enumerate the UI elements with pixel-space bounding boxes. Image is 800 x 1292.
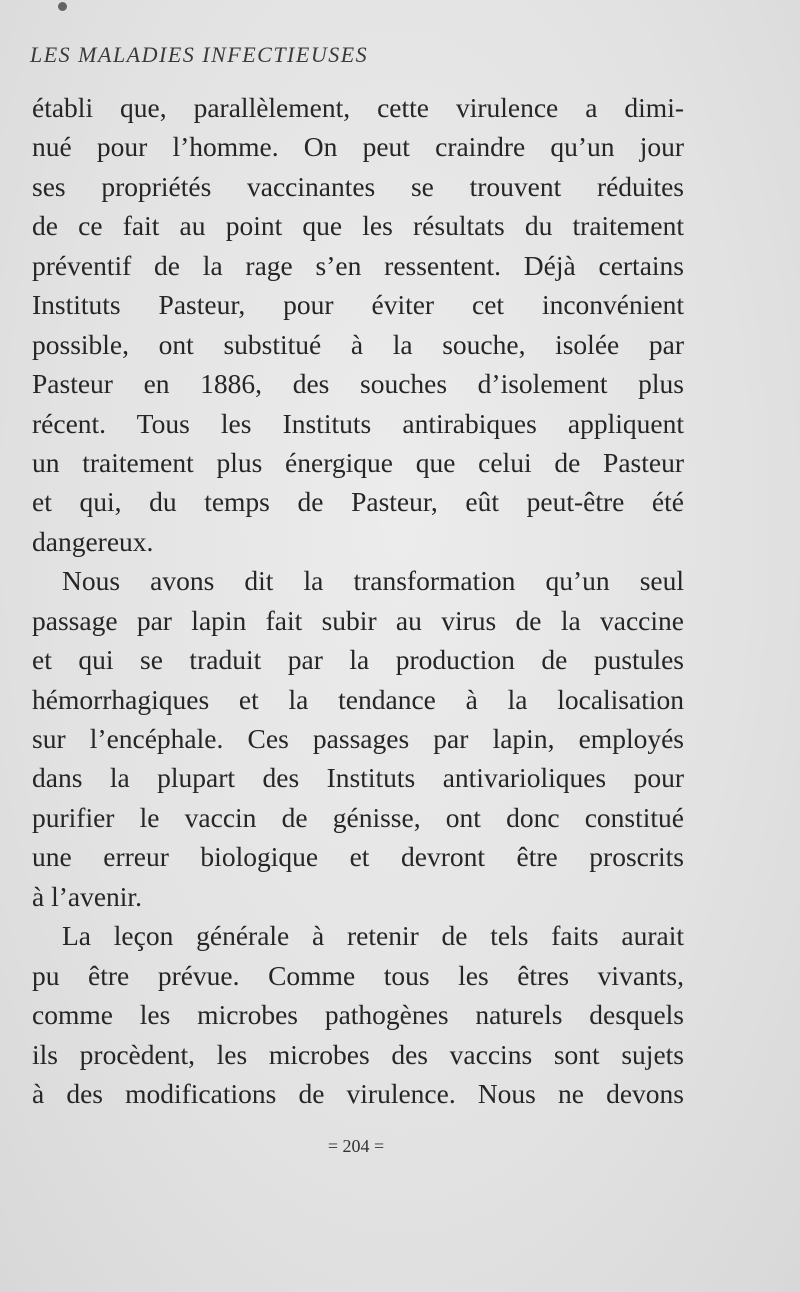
text-line: Pasteur en 1886, des souches d’isolement plus — [32, 368, 684, 400]
text-line: dangereux. — [32, 525, 154, 557]
text-line: un traitement plus énergique que celui de Pasteur — [32, 446, 684, 478]
page-number: = 204 = — [327, 1136, 385, 1156]
text-line: Instituts Pasteur, pour éviter cet inconvénient — [32, 289, 684, 321]
paragraph — [32, 561, 684, 916]
running-head: LES MALADIES INFECTIEUSES — [30, 42, 369, 67]
text-line: récent. Tous les Instituts antirabiques appliquent — [32, 407, 684, 439]
text-line: établi que, parallèlement, cette virulence a dimi- — [32, 92, 684, 123]
text-line: à des modifications de virulence. Nous ne devons — [32, 1077, 684, 1109]
paragraph — [32, 88, 684, 561]
paragraph — [32, 916, 684, 1113]
text-line: ses propriétés vaccinantes se trouvent réduites — [32, 170, 684, 202]
text-line: ils procèdent, les microbes des vaccins sont sujets — [32, 1038, 684, 1070]
text-line: une erreur biologique et devront être proscrits — [32, 841, 684, 873]
body-text — [32, 88, 684, 1113]
text-line: de ce fait au point que les résultats du traitement — [32, 210, 684, 242]
text-line: préventif de la rage s’en ressentent. Déjà certains — [32, 249, 684, 281]
text-line: à l’avenir. — [32, 880, 142, 912]
text-line: pu être prévue. Comme tous les êtres vivants, — [32, 959, 684, 991]
text-line: et qui, du temps de Pasteur, eût peut-être été — [32, 486, 684, 518]
text-line: La leçon générale à retenir de tels faits aurait — [62, 920, 684, 952]
text-line: et qui se traduit par la production de pustules — [32, 644, 684, 676]
text-line: hémorrhagiques et la tendance à la localisation — [32, 683, 684, 715]
text-line: passage par lapin fait subir au virus de la vaccine — [32, 604, 684, 636]
text-line: nué pour l’homme. On peut craindre qu’un jour — [32, 131, 684, 163]
ink-speck — [58, 2, 67, 11]
text-line: Nous avons dit la transformation qu’un seul — [62, 565, 684, 597]
text-line: comme les microbes pathogènes naturels desquels — [32, 999, 684, 1031]
text-line: sur l’encéphale. Ces passages par lapin, employés — [32, 723, 684, 754]
text-line: possible, ont substitué à la souche, isolée par — [32, 328, 684, 360]
text-line: purifier le vaccin de génisse, ont donc constitué — [32, 801, 684, 833]
text-line: dans la plupart des Instituts antivarioliques pour — [32, 762, 684, 794]
